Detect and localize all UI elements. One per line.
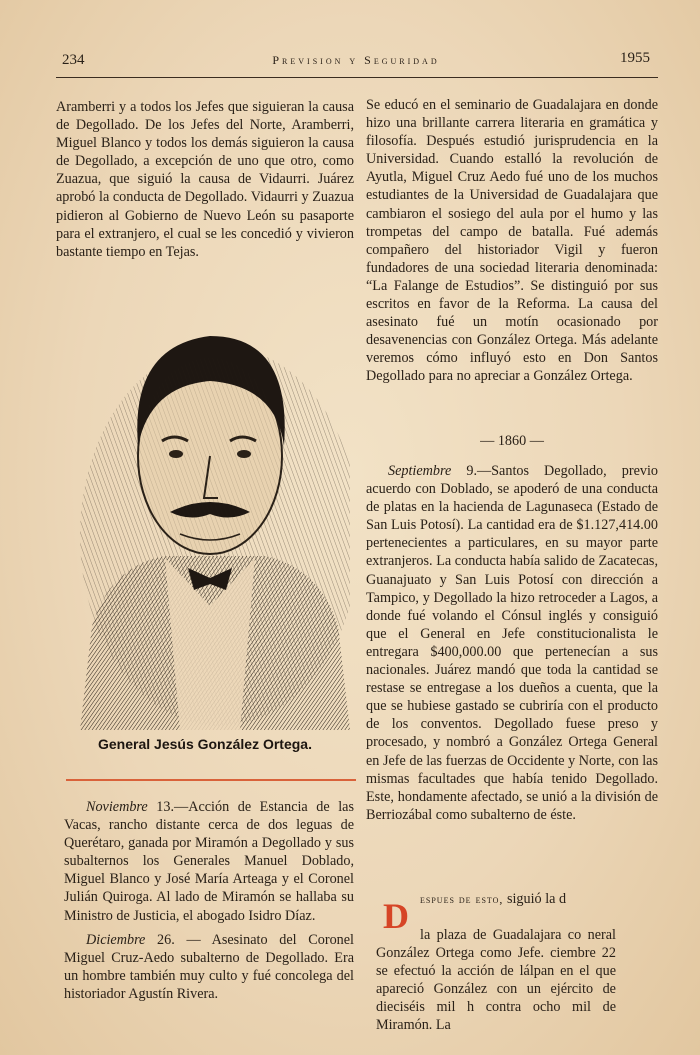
smallcaps-opening: espues de esto, [420,892,504,906]
paragraph-despues: la plaza de Guadalajara co neral González Ortega como Jefe. ciembre 22 se efectuó la acción de lálpan en el que apareció González con un ejército de dieciséis mil h contra ocho mil de Miramón. La [376,927,616,1034]
portrait-engraving [70,306,350,730]
section-divider [66,779,356,781]
opening-text: siguió la d [503,891,567,907]
year-heading-1860: — 1860 — [480,433,544,449]
text-noviembre: 13.—Acción de Estancia de las Vacas, rancho distante cerca de dos leguas de Querétaro, ganada por Miramón a Degollado y sus subalternos los Generales Manuel Doblado, Miguel Blanco y José María Arteaga y el Coronel Julián Quiroga. Al lado de Miramón se hallaba su Ministro de Justicia, el abogado Isidro Díaz. [64,799,354,924]
text-septiembre: 9.—Santos Degollado, previo acuerdo con Doblado, se apoderó de una conducta de platas en la hacienda de Lagunaseca (Estado de San Luis Potosí). La cantidad era de $1.127,414.00 pertenecientes a particulares, en su mayor parte extranjeros. La conducta había salido de Zacatecas, Guanajuato y San Luis Potosí con dirección a Tampico, y Degollado la hizo retroceder a Lagos, a donde fué volando el Cónsul inglés y consiguió que el General en Jefe constitucionalista le entregara $400,000.00 que pertenecían a sus nacionales. Juárez mandó que toda la cantidad se restase se entregase a los dueños a cuenta, que la que se hubiese gastado se cubriría con el producto de los conventos. Degollado fuese preso y procesado, y nombró a González Ortega General en Jefe de las fuerzas de Occidente y Norte, con las mismas facultades que había tenido Degollado. Este, hondamente afectado, se unió a la división de Berriozábal como subalterno de éste. [366,463,658,823]
left-column-bottom [64,798,354,1003]
portrait-caption: General Jesús González Ortega. [98,736,312,752]
right-column-middle [366,462,658,824]
date-diciembre: Diciembre [86,931,146,948]
header-rule [56,77,658,78]
date-septiembre: Septiembre [388,463,452,479]
page-header [62,50,650,74]
running-title: Prevision y Seguridad [272,53,440,67]
paragraph-aramberri: Aramberri y a todos los Jefes que siguieran la causa de Degollado. De los Jefes del Norte, Aramberri, Miguel Blanco y todos los demás siguieron la causa de Degollado, a excepción de uno que otro, como Zuazua, que siguió la causa de Vidaurri. Juárez aprobó la conducta de Degollado. Vidaurri y Zuazua pidieron al Gobierno de Nuevo León su pasaporte para el extranjero, el cual se les concedió y vivieron bastante tiempo en Tejas. [56,99,354,260]
paragraph-noviembre [64,798,354,925]
right-column-top [366,96,658,386]
drop-cap: D [383,896,409,936]
page-number: 234 [62,52,85,68]
paragraph-despues-first-line [420,890,616,908]
left-column-top [56,98,354,261]
paragraph-cruz-aedo: Se educó en el seminario de Guadalajara en donde hizo una brillante carrera literaria en gramática y filosofía. Después estudió jurisprudencia en la Universidad. Cuando estalló la revolución de Ayutla, Miguel Cruz Aedo fué uno de los muchos estudiantes de la Universidad de Guadalajara que cambiaron el sosiego del aula por el humo y las trompetas del campo de batalla. Fué además compañero del historiador Vigil y fueron fundadores de una sociedad literaria denominada: “La Falange de Estudios”. Se distinguió por sus escritos en favor de la Reforma. La causa del asesinato fué un motín ocasionado por desavenencias con González Ortega. Más adelante veremos cómo influyó esto en Don Santos Degollado para no apreciar a González Ortega. [366,97,658,385]
paragraph-diciembre [64,931,354,1003]
header-year: 1955 [620,50,650,66]
text-diciembre: 26. — Asesinato del Coronel Miguel Cruz-Aedo subalterno de Degollado. Era un hombre también muy culto y fué concolega del historiador Agustín Rivera. [64,931,354,1002]
paragraph-septiembre [366,462,658,824]
date-noviembre: Noviembre [86,799,148,815]
